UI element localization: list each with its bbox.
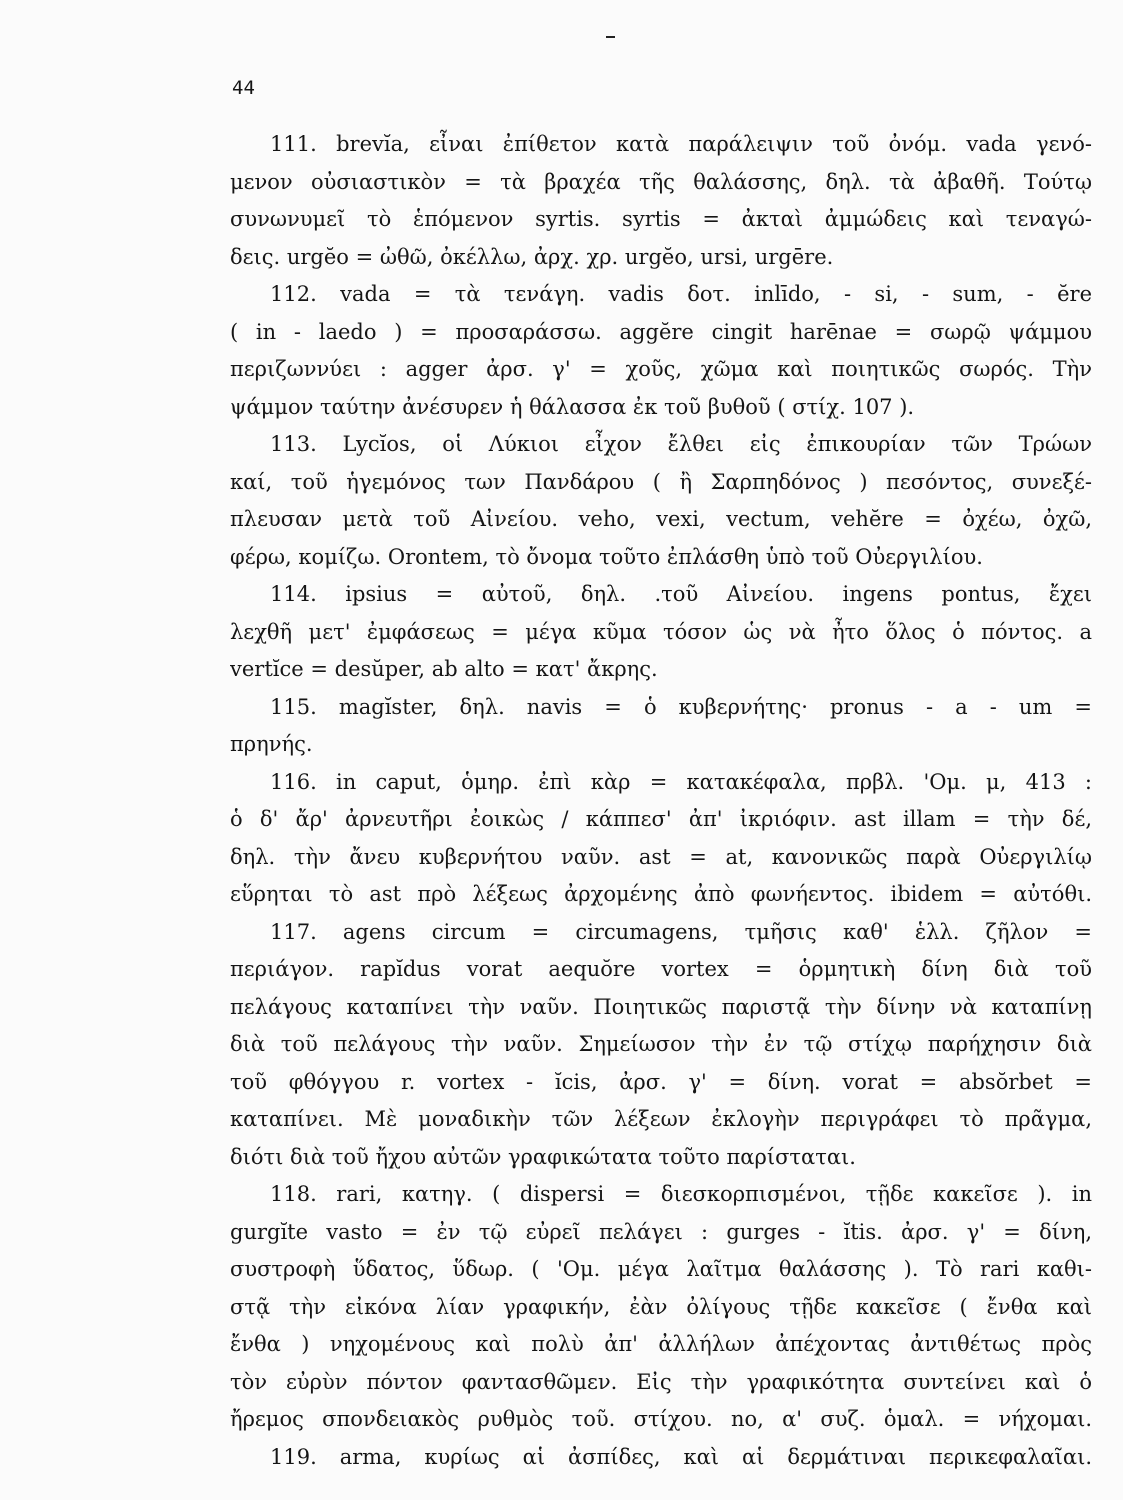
text-line: συστροφὴ ὕδατος, ὕδωρ. ( 'Ομ. μέγα λαῖτμα θαλάσσης ). Τὸ rari καθι- (230, 1257, 1092, 1281)
text-line: 117. agens circum = circumagens, τμῆσις καθ' ἑλλ. ζῆλον = (270, 919, 1092, 944)
text-line: καταπίνει. Μὲ μοναδικὴν τῶν λέξεων ἐκλογὴν περιγράφει τὸ πρᾶγμα, (230, 1107, 1092, 1131)
text-line: τοῦ φθόγγου r. vortex - ĭcis, ἀρσ. γ' = δίνη. vorat = absŏrbet = (230, 1069, 1092, 1094)
text-line: πλευσαν μετὰ τοῦ Αἰνείου. veho, vexi, vectum, vehĕre = ὀχέω, ὀχῶ, (230, 507, 1092, 531)
text-line: vertĭce = desŭper, ab alto = κατ' ἄκρης. (230, 657, 658, 681)
text-line: gurgĭte vasto = ἐν τῷ εὐρεῖ πελάγει : gurges - ĭtis. ἀρσ. γ' = δίνη, (230, 1219, 1092, 1244)
text-line: 118. rari, κατηγ. ( dispersi = διεσκορπισμένοι, τῇδε κακεῖσε ). in (270, 1182, 1092, 1206)
text-line: 115. magĭster, δηλ. navis = ὁ κυβερνήτης· pronus - a - um = (270, 694, 1092, 719)
text-line: δεις. urgĕo = ὠθῶ, ὀκέλλω, ἀρχ. χρ. urgĕo, ursi, urgēre. (230, 244, 834, 269)
text-line: εὕρηται τὸ ast πρὸ λέξεως ἀρχομένης ἀπὸ φωνήεντος. ibidem = αὐτόθι. (230, 882, 1092, 906)
text-line: μενον οὐσιαστικὸν = τὰ βραχέα τῆς θαλάσσης, δηλ. τὰ ἀβαθῆ. Τούτῳ (230, 169, 1092, 194)
text-line: 111. brevĭa, εἶναι ἐπίθετον κατὰ παράλειψιν τοῦ ὀνόμ. vada γενό- (270, 132, 1092, 156)
text-line: στᾷ τὴν εἰκόνα λίαν γραφικήν, ἐὰν ὀλίγους τῇδε κακεῖσε ( ἔνθα καὶ (230, 1294, 1092, 1319)
text-line: πρηνής. (230, 732, 313, 756)
text-line: 112. vada = τὰ τενάγη. vadis δοτ. inlīdo, - si, - sum, - ĕre (270, 282, 1092, 306)
text-line: πελάγους καταπίνει τὴν ναῦν. Ποιητικῶς παριστᾷ τὴν δίνην νὰ καταπίνῃ (230, 994, 1092, 1019)
text-line: ἤρεμος σπονδειακὸς ρυθμὸς τοῦ. στίχου. no, α' συζ. ὁμαλ. = νήχομαι. (230, 1407, 1092, 1431)
text-line: ὁ δ' ἄρ' ἀρνευτῆρι ἐοικὼς / κάππεσ' ἀπ' ἰκριόφιν. ast illam = τὴν δέ, (230, 807, 1092, 831)
text-line: περιάγον. rapĭdus vorat aequŏre vortex = ὁρμητικὴ δίνη διὰ τοῦ (230, 957, 1092, 981)
text-line: ἔνθα ) νηχομένους καὶ πολὺ ἀπ' ἀλλήλων ἀπέχοντας ἀντιθέτως πρὸς (230, 1332, 1092, 1356)
page-number: 44 (232, 77, 255, 99)
text-line: 116. in caput, ὁμηρ. ἐπὶ κὰρ = κατακέφαλα, πρβλ. 'Ομ. μ, 413 : (270, 769, 1092, 794)
commentary-text (230, 126, 1092, 1476)
text-line: τὸν εὐρὺν πόντον φαντασθῶμεν. Εἰς τὴν γραφικότητα συντείνει καὶ ὁ (230, 1369, 1092, 1394)
text-line: καί, τοῦ ἡγεμόνος των Πανδάρου ( ἢ Σαρπηδόνος ) πεσόντος, συνεξέ- (230, 469, 1092, 494)
text-line: διὰ τοῦ πελάγους τὴν ναῦν. Σημείωσον τὴν ἐν τῷ στίχῳ παρήχησιν διὰ (230, 1032, 1092, 1056)
text-line: συνωνυμεῖ τὸ ἑπόμενον syrtis. syrtis = ἀκταὶ ἀμμώδεις καὶ τεναγώ- (230, 207, 1092, 231)
text-line: 114. ipsius = αὐτοῦ, δηλ. .τοῦ Αἰνείου. ingens pontus, ἔχει (270, 582, 1092, 606)
text-line: διότι διὰ τοῦ ἤχου αὐτῶν γραφικώτατα τοῦτο παρίσταται. (230, 1144, 856, 1169)
text-line: λεχθῆ μετ' ἐμφάσεως = μέγα κῦμα τόσον ὡς νὰ ἦτο ὅλος ὁ πόντος. a (230, 619, 1092, 644)
text-line: ( in - laedo ) = προσαράσσω. aggĕre cingit harēnae = σωρῷ ψάμμου (230, 319, 1092, 344)
text-line: δηλ. τὴν ἄνευ κυβερνήτου ναῦν. ast = at, κανονικῶς παρὰ Οὐεργιλίῳ (230, 844, 1092, 869)
text-line: ψάμμον ταύτην ἀνέσυρεν ἡ θάλασσα ἐκ τοῦ βυθοῦ ( στίχ. 107 ). (230, 394, 915, 419)
text-line: φέρω, κομίζω. Orontem, τὸ ὄνομα τοῦτο ἐπλάσθη ὑπὸ τοῦ Οὐεργιλίου. (230, 544, 983, 569)
text-line: 113. Lycĭos, οἱ Λύκιοι εἶχον ἔλθει εἰς ἐπικουρίαν τῶν Τρώων (270, 432, 1092, 456)
text-line: περιζωννύει : agger ἀρσ. γ' = χοῦς, χῶμα καὶ ποιητικῶς σωρός. Τὴν (230, 357, 1092, 381)
print-speck (606, 36, 615, 38)
text-line: 119. arma, κυρίως αἱ ἀσπίδες, καὶ αἱ δερμάτιναι περικεφαλαῖαι. (270, 1444, 1092, 1469)
